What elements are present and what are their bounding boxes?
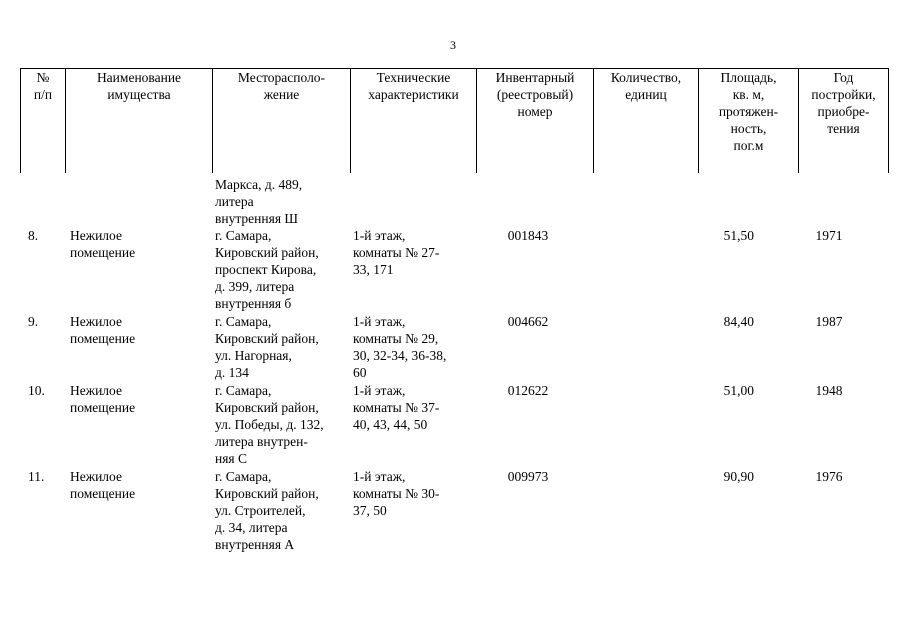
row-number: 9. xyxy=(28,314,39,329)
row-name: Нежилое помещение xyxy=(70,469,136,501)
header-cell-inventory: Инвентарный (реестровый) номер xyxy=(477,69,594,174)
row-location: г. Самара, Кировский район, ул. Нагорная, д. 134 xyxy=(215,314,319,380)
row-inventory: 009973 xyxy=(507,469,549,484)
row-area: 84,40 xyxy=(723,314,754,329)
table-header xyxy=(20,68,889,173)
header-cell-tech: Технические характеристики xyxy=(351,69,477,174)
header-cell-location: Месторасполо- жение xyxy=(213,69,351,174)
row-inventory: 001843 xyxy=(507,228,549,243)
page-number: 3 xyxy=(450,38,456,52)
header-cell-number: № п/п xyxy=(21,69,66,174)
header-cell-name: Наименование имущества xyxy=(66,69,213,174)
header-cell-area: Площадь, кв. м, протяжен- ность, пог.м xyxy=(699,69,799,174)
row-inventory: 012622 xyxy=(507,383,549,398)
continuation-location: Маркса, д. 489, литера внутренняя Ш xyxy=(215,177,303,226)
row-name: Нежилое помещение xyxy=(70,314,136,346)
row-tech: 1-й этаж, комнаты № 37- 40, 43, 44, 50 xyxy=(353,383,440,432)
row-number: 10. xyxy=(28,383,45,398)
row-number: 8. xyxy=(28,228,39,243)
header-cell-quantity: Количество, единиц xyxy=(594,69,699,174)
row-year: 1987 xyxy=(815,314,843,329)
row-tech: 1-й этаж, комнаты № 27- 33, 171 xyxy=(353,228,440,277)
row-year: 1971 xyxy=(815,228,843,243)
row-year: 1948 xyxy=(815,383,843,398)
row-area: 90,90 xyxy=(723,469,754,484)
row-location: г. Самара, Кировский район, ул. Победы, д. 132, литера внутрен- няя С xyxy=(215,383,324,466)
row-name: Нежилое помещение xyxy=(70,228,136,260)
row-inventory: 004662 xyxy=(507,314,549,329)
row-year: 1976 xyxy=(815,469,843,484)
row-area: 51,00 xyxy=(723,383,754,398)
row-tech: 1-й этаж, комнаты № 30- 37, 50 xyxy=(353,469,440,518)
row-number: 11. xyxy=(28,469,45,484)
row-area: 51,50 xyxy=(723,228,754,243)
row-location: г. Самара, Кировский район, проспект Кирова, д. 399, литера внутренняя б xyxy=(215,228,319,311)
row-tech: 1-й этаж, комнаты № 29, 30, 32-34, 36-38, 60 xyxy=(353,314,447,380)
row-name: Нежилое помещение xyxy=(70,383,136,415)
header-cell-year: Год постройки, приобре- тения xyxy=(799,69,889,174)
row-location: г. Самара, Кировский район, ул. Строителей, д. 34, литера внутренняя А xyxy=(215,469,319,552)
